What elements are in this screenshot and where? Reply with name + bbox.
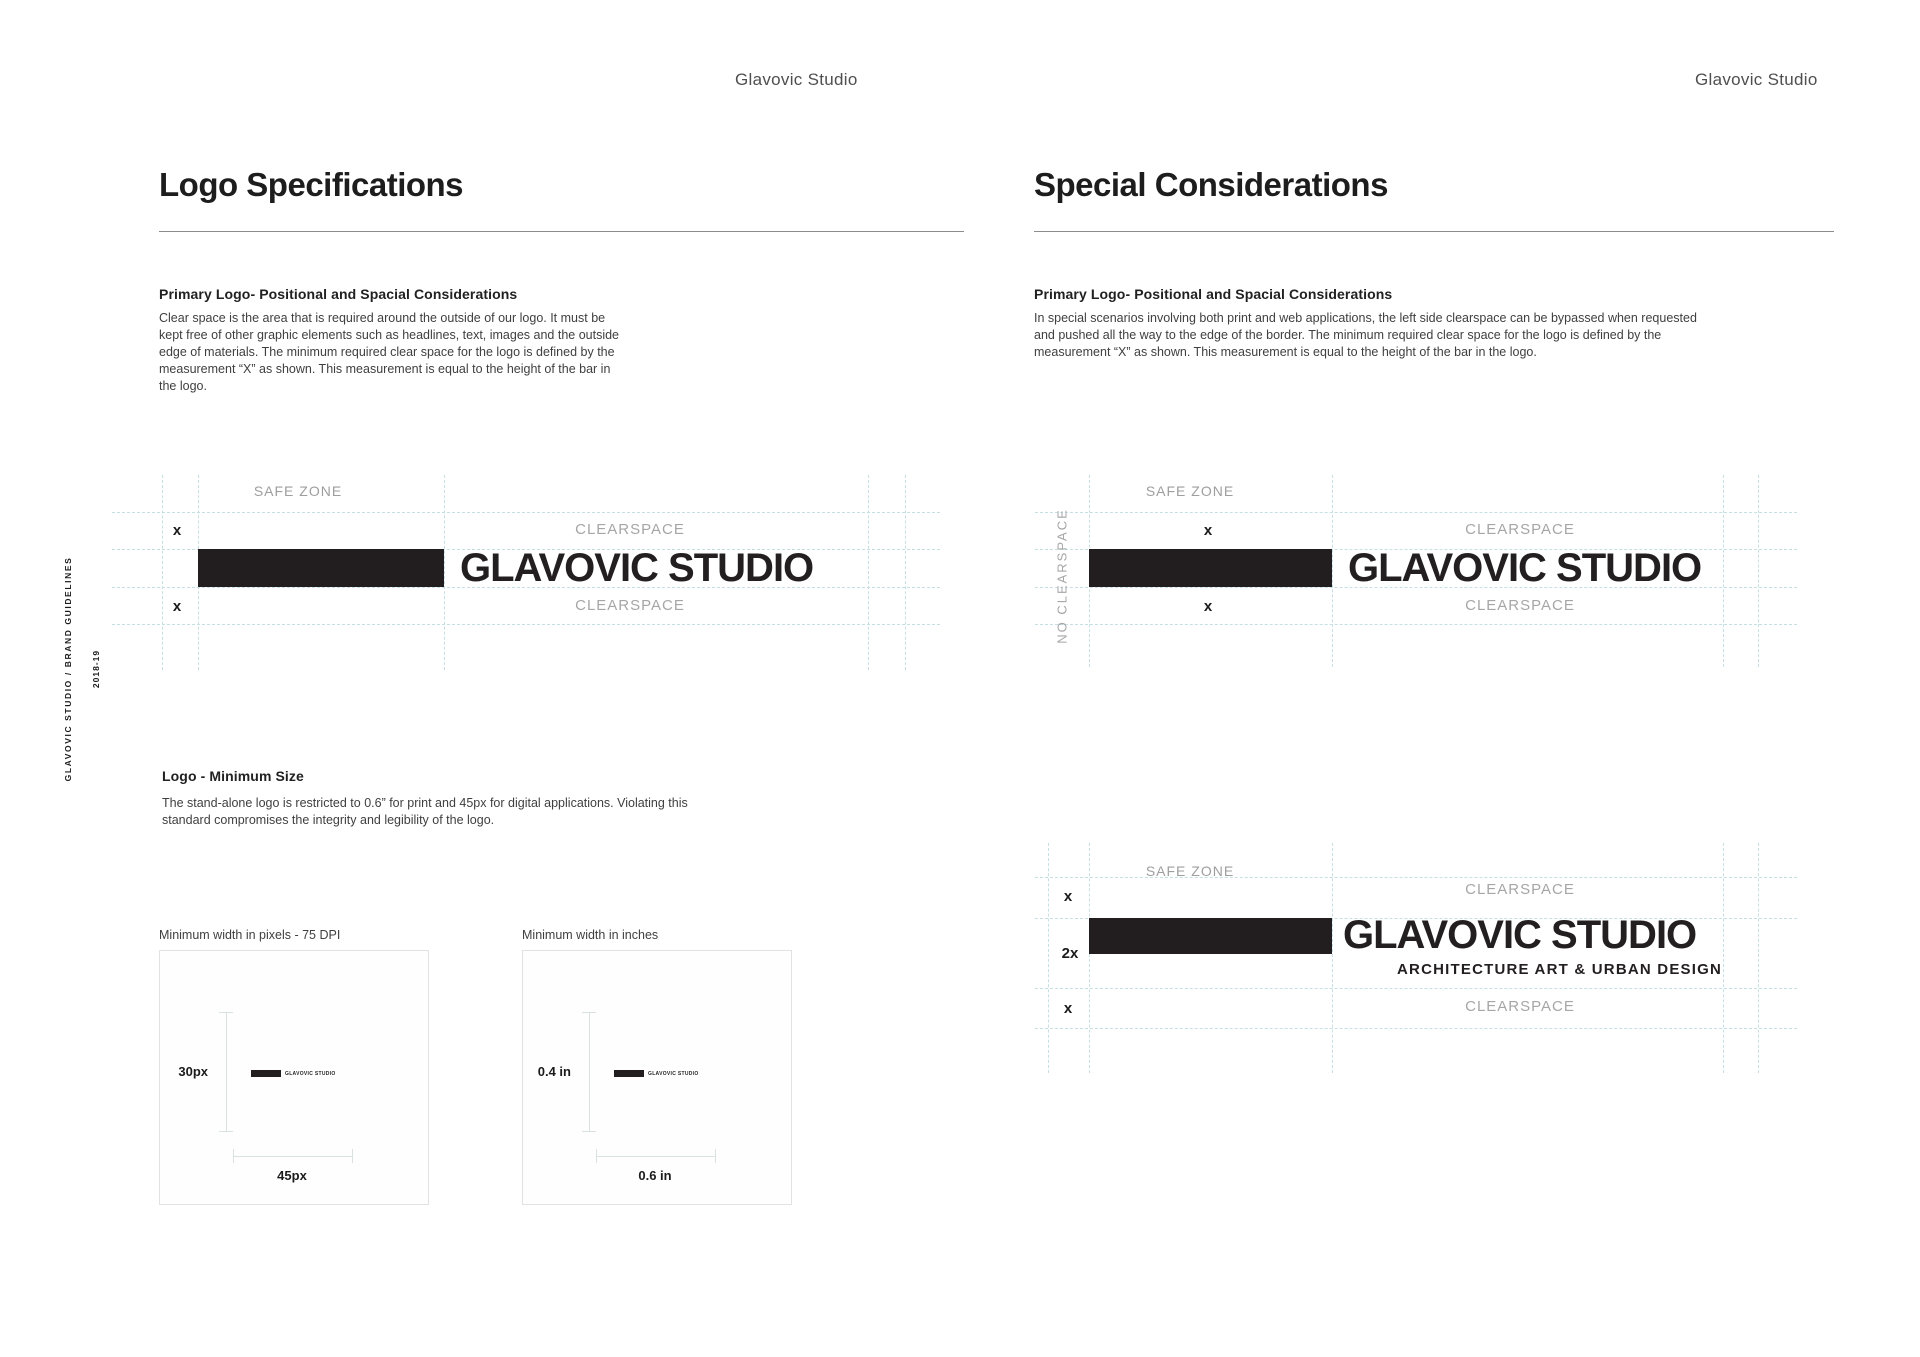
clearspace-x-label: x	[172, 598, 182, 615]
right-section-body: In special scenarios involving both print and web applications, the left side clearspace can be bypassed when requested and pushed all the way to the edge of the border. The minimum required clear space for the logo is defined by the measurement “X” as shown. This measurement is equal to the height of the bar in the logo.	[1034, 311, 1697, 359]
logo-wordmark: GLAVOVIC STUDIO	[1348, 545, 1702, 590]
tiny-logo-bar	[614, 1070, 644, 1077]
logo-tagline: ARCHITECTURE ART & URBAN DESIGN	[1397, 961, 1722, 978]
clearspace-label: CLEARSPACE	[1465, 881, 1575, 898]
logo-wordmark: GLAVOVIC STUDIO	[460, 545, 814, 590]
left-section-body: Clear space is the area that is required around the outside of our logo. It must be kept free of other graphic elements such as headlines, text, images and the outside edge of materials. The minimum required clear space for the logo is defined by the measurement “X” as shown. This measurement is equal to the height of the bar in the logo.	[159, 311, 619, 393]
page-header-right: Glavovic Studio	[1695, 70, 1818, 89]
grid-line	[112, 624, 940, 625]
no-clearspace-label: NO CLEARSPACE	[1054, 508, 1070, 644]
grid-line	[1723, 843, 1724, 1073]
grid-line	[1332, 843, 1333, 1073]
min-width-value: 45px	[277, 1168, 307, 1183]
grid-line	[162, 475, 163, 670]
measure-tick	[233, 1149, 234, 1163]
logo-wordmark: GLAVOVIC STUDIO	[1343, 912, 1697, 957]
sidebar-vertical-year: 2018-19	[91, 649, 101, 689]
measure-line-horizontal	[233, 1156, 352, 1157]
right-column-title: Special Considerations	[1034, 166, 1388, 203]
safe-zone-label: SAFE ZONE	[1145, 863, 1235, 879]
grid-line	[1035, 512, 1797, 513]
left-column-title: Logo Specifications	[159, 166, 464, 203]
clearspace-label: CLEARSPACE	[1465, 521, 1575, 538]
min-height-value: 30px	[178, 1064, 208, 1079]
clearspace-x-label: x	[1063, 888, 1073, 905]
clearspace-x-label: x	[1203, 598, 1213, 615]
right-section-heading: Primary Logo- Positional and Spacial Considerations	[1034, 286, 1393, 302]
min-height-value: 0.4 in	[537, 1064, 571, 1079]
logo-bar	[1089, 918, 1332, 954]
tiny-logo-wordmark: GLAVOVIC STUDIO	[285, 1070, 336, 1077]
min-size-inches-label: Minimum width in inches	[522, 928, 659, 942]
clearspace-label: CLEARSPACE	[575, 521, 685, 538]
logo-bar	[1089, 549, 1332, 587]
measure-tick	[596, 1149, 597, 1163]
measure-line-vertical	[226, 1012, 227, 1131]
sidebar-vertical-title: GLAVOVIC STUDIO / BRAND GUIDELINES	[63, 556, 73, 782]
clearspace-2x-label: 2x	[1061, 945, 1079, 962]
measure-line-horizontal	[596, 1156, 715, 1157]
min-size-body: The stand-alone logo is restricted to 0.6” for print and 45px for digital applications. Violating this standard compromises the integrity and legibility of the logo.	[162, 796, 688, 827]
grid-line	[444, 475, 445, 670]
measure-tick	[219, 1012, 233, 1013]
grid-line	[1332, 475, 1333, 667]
grid-line	[1758, 843, 1759, 1073]
grid-line	[868, 475, 869, 670]
clearspace-x-label: x	[1203, 522, 1213, 539]
tiny-logo-wordmark: GLAVOVIC STUDIO	[648, 1070, 699, 1077]
grid-line	[112, 512, 940, 513]
safe-zone-label: SAFE ZONE	[253, 483, 343, 499]
measure-tick	[352, 1149, 353, 1163]
min-width-value: 0.6 in	[638, 1168, 672, 1183]
logo-bar	[198, 549, 444, 587]
safe-zone-label: SAFE ZONE	[1145, 483, 1235, 499]
left-section-heading: Primary Logo- Positional and Spacial Considerations	[159, 286, 518, 302]
measure-tick	[582, 1012, 596, 1013]
min-size-heading: Logo - Minimum Size	[162, 768, 304, 784]
page-header-left: Glavovic Studio	[735, 70, 858, 89]
tiny-logo-bar	[251, 1070, 281, 1077]
grid-line	[1758, 475, 1759, 667]
grid-line	[1035, 624, 1797, 625]
grid-line	[1035, 988, 1797, 989]
right-divider	[1034, 231, 1834, 232]
left-divider	[159, 231, 964, 232]
grid-line	[1723, 475, 1724, 667]
grid-line	[1035, 1028, 1797, 1029]
clearspace-label: CLEARSPACE	[575, 597, 685, 614]
grid-line	[905, 475, 906, 670]
measure-tick	[715, 1149, 716, 1163]
min-size-pixels-label: Minimum width in pixels - 75 DPI	[159, 928, 341, 942]
grid-line	[1048, 843, 1049, 1073]
clearspace-label: CLEARSPACE	[1465, 597, 1575, 614]
clearspace-x-label: x	[172, 522, 182, 539]
clearspace-x-label: x	[1063, 1000, 1073, 1017]
measure-line-vertical	[589, 1012, 590, 1131]
clearspace-label: CLEARSPACE	[1465, 998, 1575, 1015]
measure-tick	[219, 1131, 233, 1132]
measure-tick	[582, 1131, 596, 1132]
